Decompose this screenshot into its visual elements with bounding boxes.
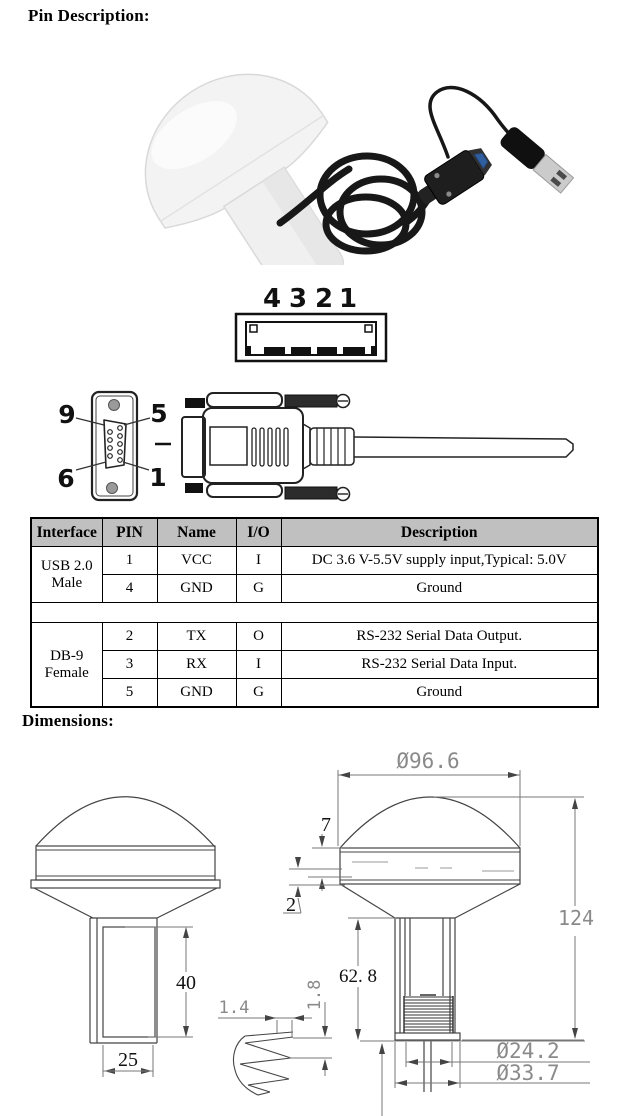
db9-pin-label-1: 1 [149, 463, 167, 492]
dim-lower-height: 62. 8 [339, 966, 377, 987]
table-header-row [31, 518, 598, 547]
db9-side-view [182, 393, 573, 501]
pin-description-table [30, 517, 599, 708]
thread-detail [233, 1032, 293, 1095]
name-cell: TX [157, 623, 236, 651]
name-cell: RX [157, 651, 236, 679]
description-cell: Ground [281, 575, 598, 603]
table-row [31, 547, 598, 575]
header-description: Description [281, 518, 598, 547]
section-view-outline [340, 797, 520, 1092]
dim-cap-height: 7 [321, 814, 331, 836]
dim-thread-diameter: Ø24.2 [496, 1039, 560, 1063]
io-cell: I [236, 547, 281, 575]
db9-pin-label-9: 9 [58, 400, 76, 429]
front-view-outline [31, 797, 220, 1043]
db9-pin-holes [108, 426, 123, 463]
header-name: Name [157, 518, 236, 547]
dim-thread-tooth: 1.8 [305, 979, 325, 1011]
pin-description-heading: Pin Description: [28, 6, 150, 25]
usb-pin-label-3: 3 [288, 284, 308, 314]
usb-pin-label-2: 2 [314, 284, 334, 314]
dimensions-drawing [0, 740, 625, 1116]
usb-pinout-diagram [225, 268, 400, 368]
dim-total-height: 124 [557, 906, 595, 930]
db9-screw-hole-top [109, 400, 120, 411]
table-gap-row [31, 603, 598, 623]
thread-section [404, 995, 453, 1033]
interface-cell-db9: DB-9 Female [31, 623, 102, 708]
product-photo [60, 35, 600, 265]
name-cell: VCC [157, 547, 236, 575]
table-row [31, 651, 598, 679]
db9-grip-slats [252, 428, 288, 466]
usb-plug-photo [498, 125, 575, 195]
usb-pin-label-1: 1 [338, 284, 358, 314]
description-cell: RS-232 Serial Data Input. [281, 651, 598, 679]
interface-cell-usb: USB 2.0 Male [31, 547, 102, 603]
db9-connector-photo [412, 142, 496, 213]
db9-pin-label-5: 5 [150, 399, 168, 428]
usb-pin-label-4: 4 [262, 284, 282, 314]
db9-diagram [40, 378, 600, 513]
io-cell: O [236, 623, 281, 651]
dim-ring-height: 2 [286, 894, 296, 916]
dim-base-diameter: Ø33.7 [496, 1061, 560, 1085]
pin-cell: 4 [102, 575, 157, 603]
pin-cell: 3 [102, 651, 157, 679]
header-pin: PIN [102, 518, 157, 547]
table-row [31, 575, 598, 603]
description-cell: DC 3.6 V-5.5V supply input,Typical: 5.0V [281, 547, 598, 575]
name-cell: GND [157, 575, 236, 603]
dim-stem-width: 25 [118, 1049, 138, 1071]
io-cell: I [236, 651, 281, 679]
table-row [31, 679, 598, 708]
io-cell: G [236, 575, 281, 603]
description-cell: RS-232 Serial Data Output. [281, 623, 598, 651]
radome-hidden-lines [352, 862, 514, 871]
db9-pin-label-6: 6 [57, 464, 75, 493]
dim-dome-diameter: Ø96.6 [396, 749, 460, 773]
header-io: I/O [236, 518, 281, 547]
pin-cell: 5 [102, 679, 157, 708]
pin-cell: 1 [102, 547, 157, 575]
dimensions-heading: Dimensions: [22, 711, 114, 730]
header-interface: Interface [31, 518, 102, 547]
pin-cell: 2 [102, 623, 157, 651]
table-row [31, 623, 598, 651]
dim-stem-height: 40 [176, 972, 196, 994]
db9-front-view [57, 392, 171, 500]
dim-thread-pitch: 1.4 [218, 998, 250, 1018]
usb-contacts [246, 346, 376, 355]
io-cell: G [236, 679, 281, 708]
description-cell: Ground [281, 679, 598, 708]
db9-leader-lines [76, 418, 150, 470]
cable-side-view [354, 437, 573, 457]
db9-screw-hole-bottom [107, 483, 118, 494]
name-cell: GND [157, 679, 236, 708]
front-view-dimensions [103, 927, 193, 1077]
